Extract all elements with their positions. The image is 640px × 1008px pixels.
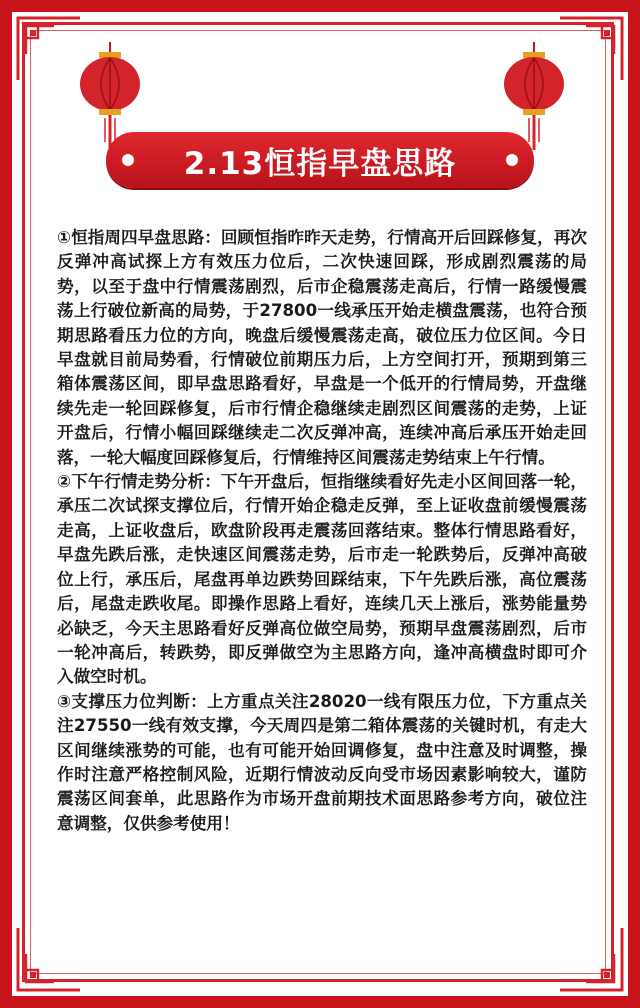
corner-ornament-icon xyxy=(14,14,84,84)
corner-ornament-icon xyxy=(556,924,626,994)
page-title: 2.13恒指早盘思路 xyxy=(183,145,457,182)
article-body xyxy=(57,226,587,836)
paragraph-morning-outlook: ①恒指周四早盘思路：回顾恒指昨昨天走势，行情高开后回踩修复，再次反弹冲高试探上方有效压力位后，二次快速回踩，形成剧烈震荡的局势，以至于盘中行情震荡剧烈，后市企稳震荡走高后，行情一路缓慢震荡上行破位新高的局势，于27800一线承压开始走横盘震荡，也符合预期思路看压力位的方向，晚盘后缓慢震荡走高，破位压力位区间。今日早盘就目前局势看，行情破位前期压力后，上方空间打开，预期到第三箱体震荡区间，即早盘思路看好，早盘是一个低开的行情局势，开盘继续先走一轮回踩修复，后市行情企稳继续走剧烈区间震荡的走势，上证开盘后，行情小幅回踩继续走二次反弹冲高，连续冲高后承压开始走回落，一轮大幅度回踩修复后，行情维持区间震荡走势结束上午行情。 xyxy=(57,228,587,467)
title-banner xyxy=(106,132,534,188)
paragraph-afternoon-analysis: ②下午行情走势分析：下午开盘后，恒指继续看好先走小区间回落一轮，承压二次试探支撑位后，行情开始企稳走反弹，至上证收盘前缓慢震荡走高，上证收盘后，欧盘阶段再走震荡回落结束。整体行情思路看好，早盘先跌后涨，走快速区间震荡走势，后市走一轮跌势后，反弹冲高破位上行，承压后，尾盘再单边跌势回踩结束，下午先跌后涨，高位震荡后，尾盘走跌收尾。即操作思路上看好，连续几天上涨后，涨势能量势必缺乏，今天主思路看好反弹高位做空局势，预期早盘震荡剧烈，后市一轮冲高后，转跌势，即反弹做空为主思路方向，逢冲高横盘时即可介入做空时机。 xyxy=(57,472,587,687)
paragraph-support-resistance: ③支撑压力位判断：上方重点关注28020一线有限压力位，下方重点关注27550一线有效支撑，今天周四是第二箱体震荡的关键时机，有走大区间继续涨势的可能，也有可能开始回调修复，盘中注意及时调整，操作时注意严格控制风险，近期行情波动反向受市场因素影响较大，谨防震荡区间套单，此思路作为市场开盘前期技术面思路参考方向，破位注意调整，仅供参考使用！ xyxy=(57,691,587,833)
corner-ornament-icon xyxy=(14,924,84,994)
